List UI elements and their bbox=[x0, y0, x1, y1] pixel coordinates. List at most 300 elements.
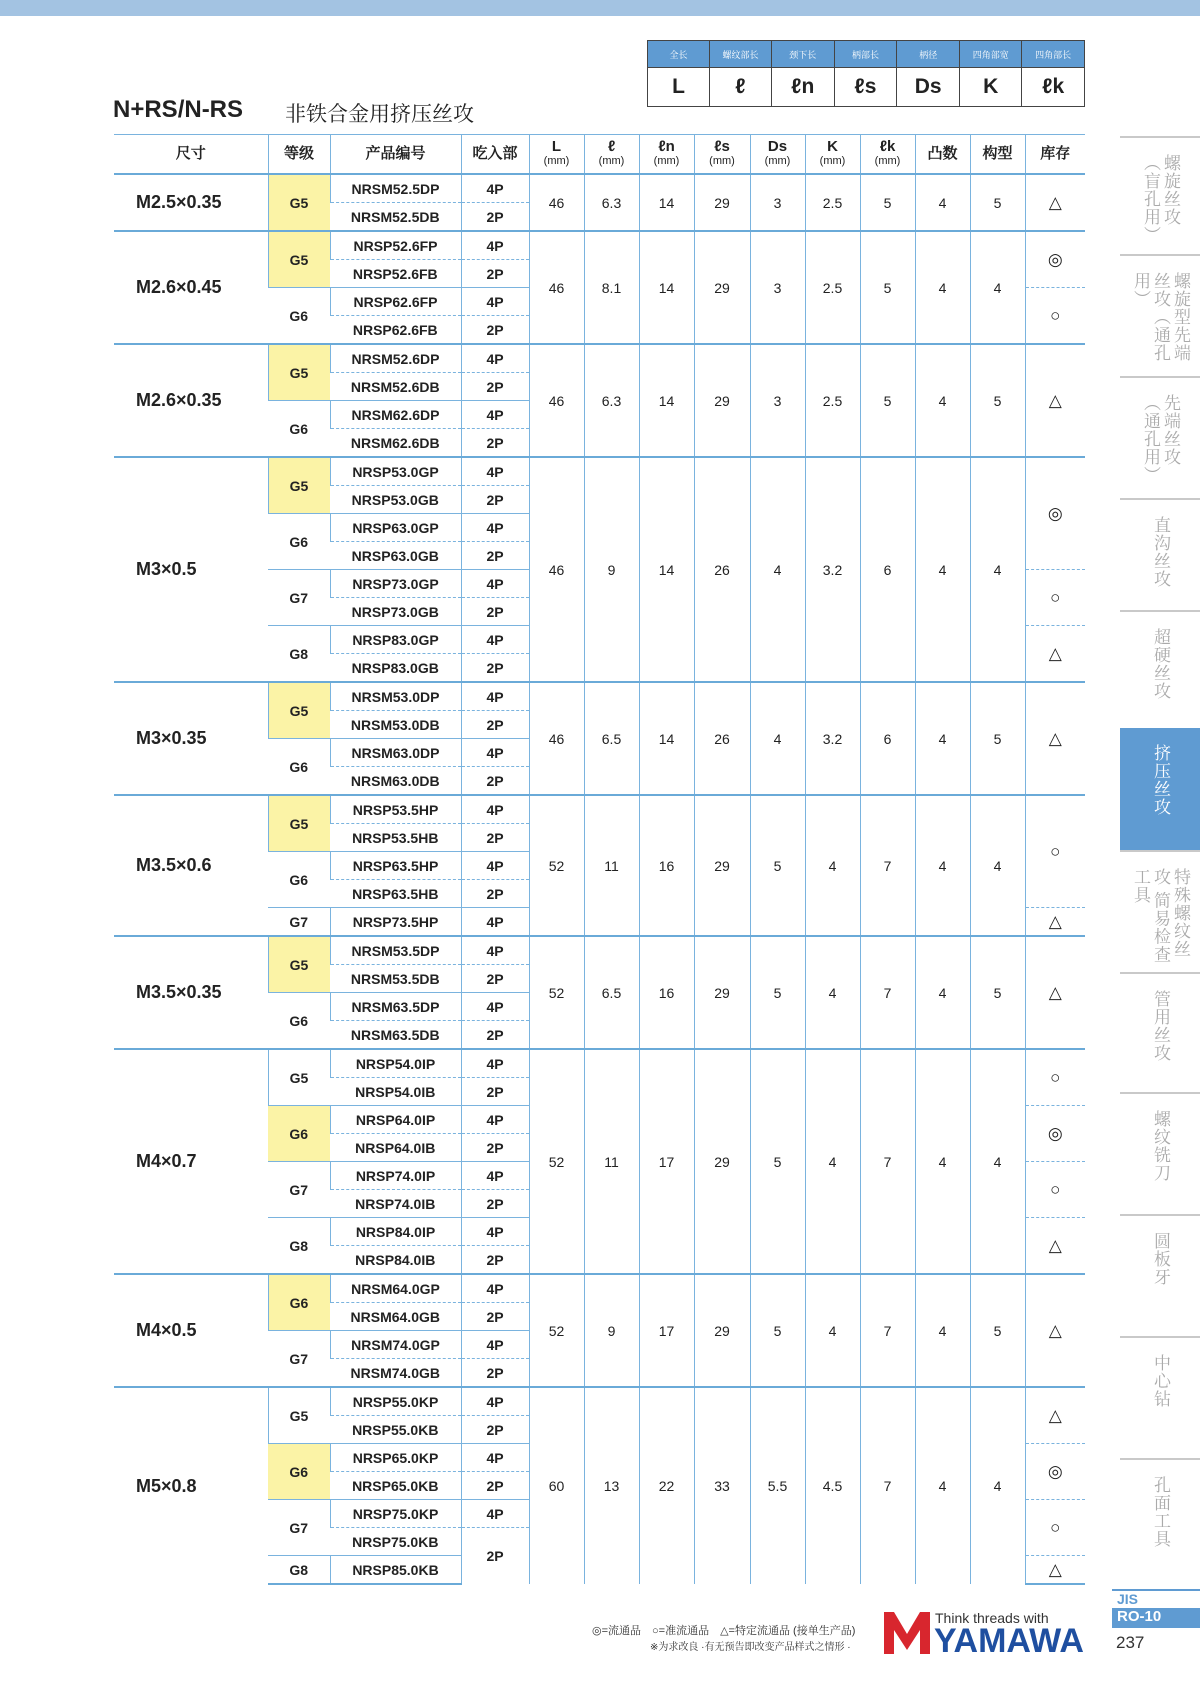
entry-cell: 2P bbox=[461, 965, 529, 993]
size-group bbox=[114, 682, 1085, 795]
legend-label: 颈下长 bbox=[771, 41, 834, 68]
dim-cell-lk: 7 bbox=[860, 1049, 915, 1274]
side-nav-label: 直沟丝攻 bbox=[1151, 516, 1170, 588]
col-K: K (mm) bbox=[805, 135, 860, 175]
dim-cell-k: 3.2 bbox=[805, 457, 860, 682]
col-ln: ℓn (mm) bbox=[639, 135, 694, 175]
grade-cell: G8 bbox=[268, 626, 330, 683]
dim-cell-ln: 22 bbox=[639, 1387, 694, 1584]
dim-cell-k: 2.5 bbox=[805, 344, 860, 457]
dim-cell-l: 11 bbox=[584, 795, 639, 936]
dim-cell-k: 4 bbox=[805, 1049, 860, 1274]
product-table bbox=[114, 134, 1085, 1585]
grade-cell: G6 bbox=[268, 993, 330, 1050]
dim-cell-l: 8.1 bbox=[584, 231, 639, 344]
product-code-cell: NRSP63.0GP bbox=[330, 514, 461, 542]
product-code-cell: NRSP54.0IB bbox=[330, 1078, 461, 1106]
grade-cell: G5 bbox=[268, 936, 330, 993]
size-cell: M2.6×0.45 bbox=[114, 231, 268, 344]
grade-cell: G7 bbox=[268, 570, 330, 626]
legend-symbol: L bbox=[648, 68, 710, 107]
grade-cell: G6 bbox=[268, 514, 330, 570]
entry-cell: 2P bbox=[461, 824, 529, 852]
dim-cell-lobes: 4 bbox=[915, 231, 970, 344]
dim-cell-lk: 5 bbox=[860, 174, 915, 231]
product-code-cell: NRSM62.6DP bbox=[330, 401, 461, 429]
col-stock: 库存 bbox=[1025, 135, 1085, 175]
col-l: ℓ (mm) bbox=[584, 135, 639, 175]
side-nav-item[interactable] bbox=[1120, 1458, 1200, 1580]
dim-cell-ln: 14 bbox=[639, 457, 694, 682]
legend-symbol: K bbox=[960, 68, 1022, 107]
stock-cell: ○ bbox=[1025, 1049, 1085, 1106]
dim-cell-ls: 29 bbox=[694, 174, 750, 231]
dim-cell-ds: 4 bbox=[750, 457, 805, 682]
dim-cell-ls: 29 bbox=[694, 344, 750, 457]
side-nav-item[interactable] bbox=[1120, 1214, 1200, 1336]
grade-cell: G5 bbox=[268, 457, 330, 514]
product-code-cell: NRSP55.0KB bbox=[330, 1416, 461, 1444]
grade-cell: G5 bbox=[268, 1049, 330, 1106]
entry-cell: 2P bbox=[461, 542, 529, 570]
dim-cell-l: 46 bbox=[529, 344, 584, 457]
stock-cell: △ bbox=[1025, 1387, 1085, 1444]
grade-cell: G7 bbox=[268, 1331, 330, 1388]
col-Ds: Ds (mm) bbox=[750, 135, 805, 175]
dim-cell-lobes: 4 bbox=[915, 457, 970, 682]
entry-cell: 2P bbox=[461, 1246, 529, 1275]
col-size: 尺寸 bbox=[114, 135, 268, 175]
entry-cell: 4P bbox=[461, 231, 529, 260]
legend-symbol: ℓk bbox=[1022, 68, 1085, 107]
side-nav-item[interactable] bbox=[1120, 376, 1200, 498]
dim-cell-type: 5 bbox=[970, 344, 1025, 457]
dim-cell-ln: 17 bbox=[639, 1049, 694, 1274]
entry-cell: 2P bbox=[461, 1528, 529, 1585]
table-row bbox=[114, 682, 1085, 711]
side-nav-item[interactable] bbox=[1120, 610, 1200, 728]
entry-cell: 4P bbox=[461, 401, 529, 429]
dim-cell-ln: 14 bbox=[639, 682, 694, 795]
dim-cell-type: 5 bbox=[970, 682, 1025, 795]
grade-cell: G6 bbox=[268, 401, 330, 458]
product-code-cell: NRSP85.0KB bbox=[330, 1556, 461, 1585]
product-code-cell: NRSP52.6FP bbox=[330, 231, 461, 260]
product-code-cell: NRSP63.0GB bbox=[330, 542, 461, 570]
dim-cell-ln: 16 bbox=[639, 795, 694, 936]
entry-cell: 2P bbox=[461, 880, 529, 908]
dim-cell-ls: 33 bbox=[694, 1387, 750, 1584]
entry-cell: 4P bbox=[461, 174, 529, 203]
dim-cell-lk: 6 bbox=[860, 682, 915, 795]
entry-cell: 2P bbox=[461, 1359, 529, 1388]
grade-cell: G5 bbox=[268, 795, 330, 852]
product-code-cell: NRSM63.5DP bbox=[330, 993, 461, 1021]
product-code-cell: NRSP73.5HP bbox=[330, 908, 461, 937]
col-grade: 等级 bbox=[268, 135, 330, 175]
dim-cell-ls: 29 bbox=[694, 1049, 750, 1274]
entry-cell: 2P bbox=[461, 598, 529, 626]
product-code-cell: NRSP84.0IB bbox=[330, 1246, 461, 1275]
dim-cell-l: 11 bbox=[584, 1049, 639, 1274]
page-number: 237 bbox=[1116, 1633, 1145, 1652]
dim-cell-type: 4 bbox=[970, 1049, 1025, 1274]
entry-cell: 4P bbox=[461, 1331, 529, 1359]
dim-cell-l: 46 bbox=[529, 174, 584, 231]
dim-cell-lk: 7 bbox=[860, 795, 915, 936]
product-code-cell: NRSP83.0GP bbox=[330, 626, 461, 654]
product-code-cell: NRSM62.6DB bbox=[330, 429, 461, 458]
dim-cell-lobes: 4 bbox=[915, 1387, 970, 1584]
dim-cell-lk: 5 bbox=[860, 344, 915, 457]
logo-tagline: Think threads with bbox=[935, 1610, 1049, 1626]
product-title: 非铁合金用挤压丝攻 bbox=[285, 103, 474, 126]
side-nav-item[interactable] bbox=[1120, 1336, 1200, 1458]
product-series-code: N+RS/N-RS bbox=[113, 96, 244, 123]
grade-cell: G5 bbox=[268, 682, 330, 739]
product-code-cell: NRSM64.0GB bbox=[330, 1303, 461, 1331]
stock-cell: ◎ bbox=[1025, 1106, 1085, 1162]
product-code-cell: NRSM74.0GP bbox=[330, 1331, 461, 1359]
side-nav-item[interactable] bbox=[1120, 136, 1200, 254]
size-cell: M2.5×0.35 bbox=[114, 174, 268, 231]
dim-cell-ls: 29 bbox=[694, 231, 750, 344]
grade-cell: G7 bbox=[268, 1162, 330, 1218]
entry-cell: 4P bbox=[461, 908, 529, 937]
product-code-cell: NRSP53.0GB bbox=[330, 486, 461, 514]
dim-cell-lk: 6 bbox=[860, 457, 915, 682]
size-group bbox=[114, 344, 1085, 457]
side-nav-item[interactable] bbox=[1120, 850, 1200, 972]
size-cell: M3×0.5 bbox=[114, 457, 268, 682]
entry-cell: 2P bbox=[461, 1416, 529, 1444]
dim-cell-l: 60 bbox=[529, 1387, 584, 1584]
side-nav-item[interactable] bbox=[1120, 254, 1200, 376]
jis-badge: JIS bbox=[1112, 1589, 1200, 1607]
product-code-cell: NRSP63.5HB bbox=[330, 880, 461, 908]
product-code-cell: NRSP62.6FB bbox=[330, 316, 461, 345]
stock-cell: ◎ bbox=[1025, 231, 1085, 288]
grade-cell: G8 bbox=[268, 1218, 330, 1275]
grade-cell: G5 bbox=[268, 231, 330, 288]
entry-cell: 4P bbox=[461, 1106, 529, 1134]
dim-cell-l: 46 bbox=[529, 457, 584, 682]
entry-cell: 4P bbox=[461, 1387, 529, 1416]
dim-cell-lk: 7 bbox=[860, 936, 915, 1049]
dim-cell-lobes: 4 bbox=[915, 795, 970, 936]
entry-cell: 4P bbox=[461, 1274, 529, 1303]
entry-cell: 2P bbox=[461, 203, 529, 232]
dim-cell-ds: 3 bbox=[750, 344, 805, 457]
size-cell: M3.5×0.6 bbox=[114, 795, 268, 936]
dim-cell-ds: 4 bbox=[750, 682, 805, 795]
table-row bbox=[114, 1387, 1085, 1416]
legend-label: 柄径 bbox=[897, 41, 960, 68]
table-row bbox=[114, 1049, 1085, 1078]
grade-cell: G7 bbox=[268, 908, 330, 937]
entry-cell: 4P bbox=[461, 1500, 529, 1528]
stock-cell: △ bbox=[1025, 908, 1085, 937]
entry-cell: 2P bbox=[461, 711, 529, 739]
product-code-cell: NRSP63.5HP bbox=[330, 852, 461, 880]
change-notice: ※为求改良 ·有无预告即改变产品样式之情形 · bbox=[650, 1642, 851, 1653]
grade-cell: G6 bbox=[268, 1274, 330, 1331]
product-code-cell: NRSM64.0GP bbox=[330, 1274, 461, 1303]
product-code-cell: NRSP74.0IB bbox=[330, 1190, 461, 1218]
entry-cell: 2P bbox=[461, 260, 529, 288]
entry-cell: 4P bbox=[461, 514, 529, 542]
side-nav-item[interactable] bbox=[1120, 972, 1200, 1092]
dim-cell-type: 5 bbox=[970, 1274, 1025, 1387]
product-code-cell: NRSM53.5DP bbox=[330, 936, 461, 965]
col-entry: 吃入部 bbox=[461, 135, 529, 175]
table-row bbox=[114, 1274, 1085, 1303]
dim-cell-l: 13 bbox=[584, 1387, 639, 1584]
dim-cell-type: 5 bbox=[970, 936, 1025, 1049]
product-code-cell: NRSP65.0KP bbox=[330, 1444, 461, 1472]
entry-cell: 4P bbox=[461, 570, 529, 598]
table-row bbox=[114, 231, 1085, 260]
side-nav-label: 圆板牙 bbox=[1151, 1232, 1170, 1286]
top-bar bbox=[0, 0, 1200, 16]
size-group bbox=[114, 1274, 1085, 1387]
dim-cell-lk: 7 bbox=[860, 1387, 915, 1584]
entry-cell: 4P bbox=[461, 852, 529, 880]
dim-cell-type: 4 bbox=[970, 1387, 1025, 1584]
col-code: 产品编号 bbox=[330, 135, 461, 175]
entry-cell: 4P bbox=[461, 1049, 529, 1078]
dim-cell-k: 4 bbox=[805, 936, 860, 1049]
side-nav-label: 中心钻 bbox=[1151, 1354, 1170, 1408]
side-nav-label: 螺旋丝攻（盲孔用） bbox=[1141, 154, 1180, 244]
product-code-cell: NRSP75.0KB bbox=[330, 1528, 461, 1556]
dim-cell-ls: 26 bbox=[694, 682, 750, 795]
grade-cell: G5 bbox=[268, 174, 330, 231]
dimension-legend bbox=[647, 40, 1085, 107]
dim-cell-ln: 17 bbox=[639, 1274, 694, 1387]
grade-cell: G6 bbox=[268, 739, 330, 796]
product-code-cell: NRSM74.0GB bbox=[330, 1359, 461, 1388]
size-cell: M4×0.7 bbox=[114, 1049, 268, 1274]
entry-cell: 2P bbox=[461, 1303, 529, 1331]
dim-cell-ln: 14 bbox=[639, 174, 694, 231]
entry-cell: 4P bbox=[461, 936, 529, 965]
side-nav-label: 螺纹铣刀 bbox=[1151, 1110, 1170, 1182]
dim-cell-l: 9 bbox=[584, 1274, 639, 1387]
dim-cell-ds: 5 bbox=[750, 795, 805, 936]
size-group bbox=[114, 1049, 1085, 1274]
dim-cell-l: 9 bbox=[584, 457, 639, 682]
side-nav-label: 特殊螺纹丝攻 简易检查工具 bbox=[1131, 868, 1190, 964]
product-code-cell: NRSP73.0GP bbox=[330, 570, 461, 598]
entry-cell: 2P bbox=[461, 1472, 529, 1500]
stock-cell: ○ bbox=[1025, 1162, 1085, 1218]
side-nav-label: 超硬丝攻 bbox=[1151, 628, 1170, 700]
yamawa-logo bbox=[884, 1610, 1084, 1660]
entry-cell: 4P bbox=[461, 682, 529, 711]
col-ls: ℓs (mm) bbox=[694, 135, 750, 175]
entry-cell: 2P bbox=[461, 316, 529, 345]
product-code-cell: NRSP83.0GB bbox=[330, 654, 461, 683]
dim-cell-lobes: 4 bbox=[915, 174, 970, 231]
product-code-cell: NRSP64.0IB bbox=[330, 1134, 461, 1162]
dim-cell-k: 4 bbox=[805, 795, 860, 936]
stock-cell: △ bbox=[1025, 936, 1085, 1049]
stock-legend-note: ◎=流通品 ○=准流通品 △=特定流通品 (接单生产品) bbox=[592, 1625, 856, 1637]
dim-cell-type: 5 bbox=[970, 174, 1025, 231]
product-code-cell: NRSM52.6DP bbox=[330, 344, 461, 373]
dim-cell-k: 2.5 bbox=[805, 231, 860, 344]
dim-cell-lobes: 4 bbox=[915, 1049, 970, 1274]
entry-cell: 4P bbox=[461, 1218, 529, 1246]
dim-cell-lk: 7 bbox=[860, 1274, 915, 1387]
dim-cell-ln: 14 bbox=[639, 231, 694, 344]
legend-label: 四角部宽 bbox=[960, 41, 1022, 68]
entry-cell: 4P bbox=[461, 993, 529, 1021]
entry-cell: 4P bbox=[461, 739, 529, 767]
dim-cell-k: 2.5 bbox=[805, 174, 860, 231]
dim-cell-type: 4 bbox=[970, 795, 1025, 936]
size-group bbox=[114, 457, 1085, 682]
side-nav-label: 管用丝攻 bbox=[1151, 990, 1170, 1062]
legend-label: 全长 bbox=[648, 41, 710, 68]
dim-cell-ds: 3 bbox=[750, 231, 805, 344]
legend-symbol: ℓn bbox=[771, 68, 834, 107]
table-row bbox=[114, 344, 1085, 373]
product-code-cell: NRSM52.5DB bbox=[330, 203, 461, 232]
dim-cell-ls: 26 bbox=[694, 457, 750, 682]
col-lobes: 凸数 bbox=[915, 135, 970, 175]
size-group bbox=[114, 795, 1085, 936]
dim-cell-lobes: 4 bbox=[915, 1274, 970, 1387]
stock-cell: △ bbox=[1025, 1218, 1085, 1275]
entry-cell: 4P bbox=[461, 1444, 529, 1472]
stock-cell: ◎ bbox=[1025, 1444, 1085, 1500]
stock-cell: ○ bbox=[1025, 288, 1085, 345]
entry-cell: 2P bbox=[461, 1078, 529, 1106]
product-code-cell: NRSP55.0KP bbox=[330, 1387, 461, 1416]
entry-cell: 2P bbox=[461, 654, 529, 683]
grade-cell: G8 bbox=[268, 1556, 330, 1585]
side-nav-label: 先端丝攻（通孔用） bbox=[1141, 394, 1180, 484]
dim-cell-l: 6.3 bbox=[584, 174, 639, 231]
stock-cell: ○ bbox=[1025, 795, 1085, 908]
dim-cell-l: 52 bbox=[529, 795, 584, 936]
product-code-cell: NRSP74.0IP bbox=[330, 1162, 461, 1190]
stock-cell: △ bbox=[1025, 1556, 1085, 1585]
product-code-cell: NRSP73.0GB bbox=[330, 598, 461, 626]
dim-cell-ls: 29 bbox=[694, 795, 750, 936]
grade-cell: G5 bbox=[268, 344, 330, 401]
dim-cell-ds: 5 bbox=[750, 1049, 805, 1274]
grade-cell: G5 bbox=[268, 1387, 330, 1444]
entry-cell: 4P bbox=[461, 457, 529, 486]
product-code-cell: NRSM63.0DP bbox=[330, 739, 461, 767]
dim-cell-l: 52 bbox=[529, 1049, 584, 1274]
page-code: RO-10 bbox=[1112, 1608, 1200, 1628]
dim-cell-ln: 14 bbox=[639, 344, 694, 457]
dim-cell-ln: 16 bbox=[639, 936, 694, 1049]
product-code-cell: NRSP53.5HB bbox=[330, 824, 461, 852]
table-row bbox=[114, 174, 1085, 203]
legend-label: 四角部长 bbox=[1022, 41, 1085, 68]
legend-label: 柄部长 bbox=[834, 41, 897, 68]
legend-symbol: ℓ bbox=[710, 68, 772, 107]
dim-cell-l: 46 bbox=[529, 231, 584, 344]
table-row bbox=[114, 457, 1085, 486]
col-L: L (mm) bbox=[529, 135, 584, 175]
side-nav-item[interactable] bbox=[1120, 498, 1200, 610]
stock-cell: ◎ bbox=[1025, 457, 1085, 570]
size-group bbox=[114, 231, 1085, 344]
legend-symbol: Ds bbox=[897, 68, 960, 107]
dim-cell-l: 6.5 bbox=[584, 936, 639, 1049]
product-code-cell: NRSM52.6DB bbox=[330, 373, 461, 401]
size-group bbox=[114, 174, 1085, 231]
entry-cell: 2P bbox=[461, 429, 529, 458]
dim-cell-type: 4 bbox=[970, 231, 1025, 344]
side-nav-item[interactable] bbox=[1120, 1092, 1200, 1214]
side-nav-item[interactable] bbox=[1120, 728, 1200, 850]
product-code-cell: NRSP53.0GP bbox=[330, 457, 461, 486]
dim-cell-ls: 29 bbox=[694, 936, 750, 1049]
entry-cell: 4P bbox=[461, 795, 529, 824]
size-group bbox=[114, 936, 1085, 1049]
dim-cell-ls: 29 bbox=[694, 1274, 750, 1387]
stock-cell: △ bbox=[1025, 174, 1085, 231]
product-code-cell: NRSP75.0KP bbox=[330, 1500, 461, 1528]
entry-cell: 4P bbox=[461, 344, 529, 373]
table-row bbox=[114, 936, 1085, 965]
col-lk: ℓk (mm) bbox=[860, 135, 915, 175]
dim-cell-ds: 3 bbox=[750, 174, 805, 231]
entry-cell: 2P bbox=[461, 1134, 529, 1162]
logo-name: YAMAWA bbox=[934, 1622, 1084, 1660]
table-row bbox=[114, 795, 1085, 824]
legend-symbol: ℓs bbox=[834, 68, 897, 107]
product-code-cell: NRSM63.5DB bbox=[330, 1021, 461, 1050]
side-nav-label: 螺旋型先端丝攻（通孔用） bbox=[1131, 272, 1190, 362]
product-code-cell: NRSP84.0IP bbox=[330, 1218, 461, 1246]
product-code-cell: NRSM63.0DB bbox=[330, 767, 461, 796]
grade-cell: G6 bbox=[268, 1106, 330, 1162]
size-cell: M2.6×0.35 bbox=[114, 344, 268, 457]
dim-cell-l: 52 bbox=[529, 936, 584, 1049]
dim-cell-l: 52 bbox=[529, 1274, 584, 1387]
grade-cell: G6 bbox=[268, 288, 330, 345]
entry-cell: 2P bbox=[461, 486, 529, 514]
grade-cell: G6 bbox=[268, 1444, 330, 1500]
size-group bbox=[114, 1387, 1085, 1584]
product-code-cell: NRSP62.6FP bbox=[330, 288, 461, 316]
stock-cell: △ bbox=[1025, 682, 1085, 795]
legend-label: 螺纹部长 bbox=[710, 41, 772, 68]
dim-cell-lobes: 4 bbox=[915, 682, 970, 795]
dim-cell-k: 4 bbox=[805, 1274, 860, 1387]
product-code-cell: NRSP54.0IP bbox=[330, 1049, 461, 1078]
size-cell: M3×0.35 bbox=[114, 682, 268, 795]
size-cell: M4×0.5 bbox=[114, 1274, 268, 1387]
stock-cell: △ bbox=[1025, 344, 1085, 457]
dim-cell-type: 4 bbox=[970, 457, 1025, 682]
entry-cell: 2P bbox=[461, 1190, 529, 1218]
stock-cell: △ bbox=[1025, 1274, 1085, 1387]
product-code-cell: NRSM53.0DP bbox=[330, 682, 461, 711]
product-code-cell: NRSP64.0IP bbox=[330, 1106, 461, 1134]
entry-cell: 2P bbox=[461, 767, 529, 796]
col-type: 构型 bbox=[970, 135, 1025, 175]
dim-cell-lobes: 4 bbox=[915, 936, 970, 1049]
